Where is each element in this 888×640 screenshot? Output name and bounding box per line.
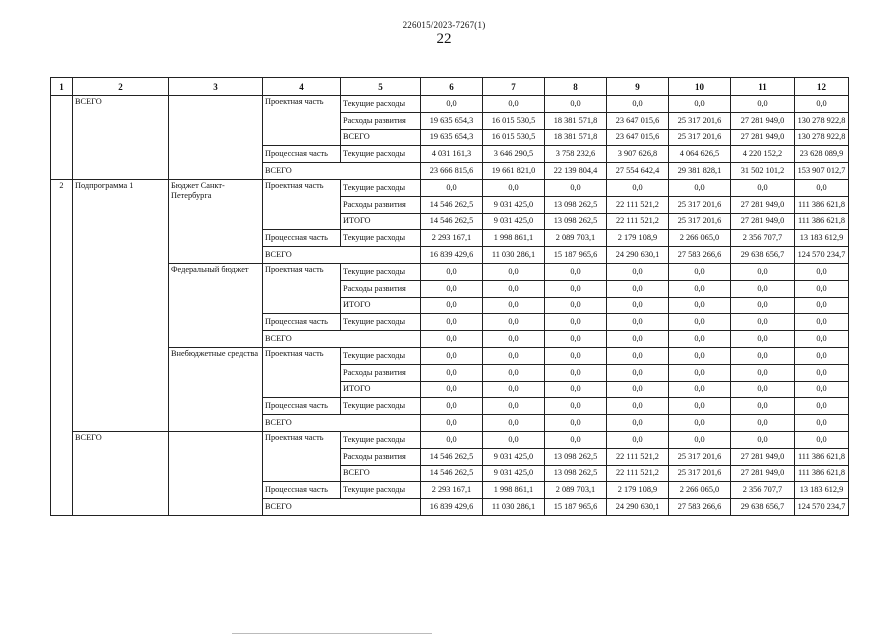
value-cell: 0,0 — [795, 415, 849, 432]
value-cell: 0,0 — [545, 179, 607, 196]
value-cell: 0,0 — [669, 331, 731, 348]
expense-type-cell: ИТОГО — [341, 297, 421, 314]
expense-type-cell: Текущие расходы — [341, 96, 421, 113]
part-cell: Проектная часть — [263, 347, 341, 397]
value-cell: 25 317 201,6 — [669, 448, 731, 465]
value-cell: 25 317 201,6 — [669, 465, 731, 482]
expense-type-cell: Текущие расходы — [341, 146, 421, 163]
column-header: 12 — [795, 78, 849, 96]
expense-type-cell: Текущие расходы — [341, 347, 421, 364]
budget-table — [50, 77, 849, 516]
value-cell: 27 554 642,4 — [607, 163, 669, 180]
value-cell: 0,0 — [669, 280, 731, 297]
table-row — [51, 263, 849, 280]
total-label-cell: ВСЕГО — [263, 163, 421, 180]
value-cell: 0,0 — [483, 415, 545, 432]
value-cell: 16 015 530,5 — [483, 129, 545, 146]
value-cell: 0,0 — [607, 431, 669, 448]
value-cell: 0,0 — [421, 431, 483, 448]
value-cell: 124 570 234,7 — [795, 247, 849, 264]
value-cell: 2 356 707,7 — [731, 230, 795, 247]
value-cell: 153 907 012,7 — [795, 163, 849, 180]
column-header: 2 — [73, 78, 169, 96]
value-cell: 15 187 965,6 — [545, 247, 607, 264]
value-cell: 0,0 — [421, 179, 483, 196]
expense-type-cell: ИТОГО — [341, 213, 421, 230]
value-cell: 0,0 — [545, 297, 607, 314]
funding-source-cell — [169, 96, 263, 180]
total-label-cell: ВСЕГО — [263, 499, 421, 516]
document-header — [0, 20, 888, 47]
value-cell: 25 317 201,6 — [669, 213, 731, 230]
value-cell: 0,0 — [545, 280, 607, 297]
value-cell: 2 266 065,0 — [669, 482, 731, 499]
part-cell: Проектная часть — [263, 431, 341, 481]
value-cell: 2 293 167,1 — [421, 230, 483, 247]
value-cell: 111 386 621,8 — [795, 213, 849, 230]
value-cell: 0,0 — [545, 364, 607, 381]
column-header: 11 — [731, 78, 795, 96]
program-cell: ВСЕГО — [73, 431, 169, 515]
value-cell: 19 661 821,0 — [483, 163, 545, 180]
value-cell: 0,0 — [669, 364, 731, 381]
value-cell: 0,0 — [421, 331, 483, 348]
value-cell: 24 290 630,1 — [607, 247, 669, 264]
value-cell: 2 089 703,1 — [545, 482, 607, 499]
value-cell: 4 031 161,3 — [421, 146, 483, 163]
value-cell: 0,0 — [607, 381, 669, 398]
value-cell: 13 098 262,5 — [545, 465, 607, 482]
value-cell: 27 281 949,0 — [731, 129, 795, 146]
funding-source-cell: Бюджет Санкт-Петербурга — [169, 179, 263, 263]
table-row — [51, 347, 849, 364]
value-cell: 22 111 521,2 — [607, 213, 669, 230]
value-cell: 0,0 — [607, 263, 669, 280]
value-cell: 25 317 201,6 — [669, 196, 731, 213]
value-cell: 0,0 — [731, 331, 795, 348]
column-header: 9 — [607, 78, 669, 96]
value-cell: 0,0 — [795, 431, 849, 448]
value-cell: 13 098 262,5 — [545, 213, 607, 230]
expense-type-cell: Текущие расходы — [341, 179, 421, 196]
total-label-cell: ВСЕГО — [263, 247, 421, 264]
expense-type-cell: Расходы развития — [341, 364, 421, 381]
value-cell: 31 502 101,2 — [731, 163, 795, 180]
value-cell: 22 111 521,2 — [607, 448, 669, 465]
value-cell: 0,0 — [607, 280, 669, 297]
value-cell: 0,0 — [421, 314, 483, 331]
value-cell: 14 546 262,5 — [421, 448, 483, 465]
value-cell: 124 570 234,7 — [795, 499, 849, 516]
value-cell: 0,0 — [421, 347, 483, 364]
value-cell: 4 064 626,5 — [669, 146, 731, 163]
value-cell: 0,0 — [421, 364, 483, 381]
value-cell: 0,0 — [731, 297, 795, 314]
value-cell: 0,0 — [421, 297, 483, 314]
value-cell: 0,0 — [795, 280, 849, 297]
value-cell: 3 646 290,5 — [483, 146, 545, 163]
value-cell: 0,0 — [483, 263, 545, 280]
value-cell: 0,0 — [795, 381, 849, 398]
part-cell: Проектная часть — [263, 179, 341, 229]
table-row — [51, 431, 849, 448]
value-cell: 0,0 — [795, 331, 849, 348]
value-cell: 3 907 626,8 — [607, 146, 669, 163]
part-cell: Процессная часть — [263, 146, 341, 163]
value-cell: 0,0 — [421, 415, 483, 432]
value-cell: 0,0 — [795, 96, 849, 113]
part-cell: Проектная часть — [263, 96, 341, 146]
value-cell: 0,0 — [545, 431, 607, 448]
table-row — [51, 179, 849, 196]
value-cell: 0,0 — [731, 263, 795, 280]
value-cell: 0,0 — [545, 331, 607, 348]
value-cell: 2 266 065,0 — [669, 230, 731, 247]
value-cell: 0,0 — [545, 263, 607, 280]
value-cell: 111 386 621,8 — [795, 448, 849, 465]
value-cell: 0,0 — [483, 381, 545, 398]
value-cell: 16 839 429,6 — [421, 499, 483, 516]
part-cell: Процессная часть — [263, 230, 341, 247]
expense-type-cell: Текущие расходы — [341, 314, 421, 331]
part-cell: Проектная часть — [263, 263, 341, 313]
value-cell: 18 381 571,8 — [545, 129, 607, 146]
value-cell: 29 638 656,7 — [731, 247, 795, 264]
value-cell: 0,0 — [545, 314, 607, 331]
funding-source-cell — [169, 431, 263, 515]
value-cell: 0,0 — [483, 331, 545, 348]
value-cell: 11 030 286,1 — [483, 247, 545, 264]
value-cell: 27 281 949,0 — [731, 448, 795, 465]
value-cell: 22 111 521,2 — [607, 196, 669, 213]
value-cell: 24 290 630,1 — [607, 499, 669, 516]
value-cell: 9 031 425,0 — [483, 465, 545, 482]
value-cell: 25 317 201,6 — [669, 112, 731, 129]
value-cell: 0,0 — [731, 431, 795, 448]
total-label-cell: ВСЕГО — [263, 415, 421, 432]
value-cell: 14 546 262,5 — [421, 213, 483, 230]
part-cell: Процессная часть — [263, 314, 341, 331]
column-header: 4 — [263, 78, 341, 96]
value-cell: 0,0 — [483, 431, 545, 448]
value-cell: 0,0 — [483, 347, 545, 364]
value-cell: 0,0 — [607, 398, 669, 415]
value-cell: 0,0 — [731, 415, 795, 432]
table-row — [51, 96, 849, 113]
value-cell: 27 583 266,6 — [669, 499, 731, 516]
column-number-row — [51, 78, 849, 96]
value-cell: 1 998 861,1 — [483, 482, 545, 499]
value-cell: 0,0 — [669, 263, 731, 280]
value-cell: 0,0 — [607, 96, 669, 113]
value-cell: 0,0 — [421, 398, 483, 415]
value-cell: 9 031 425,0 — [483, 196, 545, 213]
value-cell: 9 031 425,0 — [483, 213, 545, 230]
value-cell: 0,0 — [607, 347, 669, 364]
value-cell: 0,0 — [795, 364, 849, 381]
expense-type-cell: ВСЕГО — [341, 465, 421, 482]
value-cell: 0,0 — [421, 381, 483, 398]
value-cell: 19 635 654,3 — [421, 112, 483, 129]
value-cell: 22 111 521,2 — [607, 465, 669, 482]
value-cell: 111 386 621,8 — [795, 465, 849, 482]
expense-type-cell: Расходы развития — [341, 196, 421, 213]
value-cell: 14 546 262,5 — [421, 196, 483, 213]
value-cell: 16 839 429,6 — [421, 247, 483, 264]
value-cell: 0,0 — [545, 347, 607, 364]
value-cell: 27 281 949,0 — [731, 213, 795, 230]
column-header: 10 — [669, 78, 731, 96]
value-cell: 0,0 — [731, 364, 795, 381]
value-cell: 29 638 656,7 — [731, 499, 795, 516]
value-cell: 0,0 — [483, 398, 545, 415]
value-cell: 23 666 815,6 — [421, 163, 483, 180]
value-cell: 0,0 — [483, 297, 545, 314]
document-number: 226015/2023-7267(1) — [402, 20, 486, 30]
expense-type-cell: Текущие расходы — [341, 230, 421, 247]
value-cell: 0,0 — [607, 331, 669, 348]
expense-type-cell: ИТОГО — [341, 381, 421, 398]
value-cell: 29 381 828,1 — [669, 163, 731, 180]
column-header: 6 — [421, 78, 483, 96]
expense-type-cell: Расходы развития — [341, 112, 421, 129]
value-cell: 0,0 — [421, 263, 483, 280]
value-cell: 0,0 — [483, 364, 545, 381]
value-cell: 0,0 — [669, 314, 731, 331]
value-cell: 2 179 108,9 — [607, 230, 669, 247]
value-cell: 0,0 — [669, 297, 731, 314]
part-cell: Процессная часть — [263, 398, 341, 415]
value-cell: 0,0 — [545, 415, 607, 432]
expense-type-cell: Расходы развития — [341, 448, 421, 465]
value-cell: 0,0 — [669, 381, 731, 398]
value-cell: 0,0 — [607, 314, 669, 331]
value-cell: 14 546 262,5 — [421, 465, 483, 482]
value-cell: 0,0 — [607, 415, 669, 432]
value-cell: 0,0 — [731, 280, 795, 297]
value-cell: 27 281 949,0 — [731, 196, 795, 213]
value-cell: 0,0 — [795, 263, 849, 280]
value-cell: 2 179 108,9 — [607, 482, 669, 499]
value-cell: 0,0 — [795, 398, 849, 415]
column-header: 8 — [545, 78, 607, 96]
value-cell: 0,0 — [731, 96, 795, 113]
value-cell: 16 015 530,5 — [483, 112, 545, 129]
value-cell: 3 758 232,6 — [545, 146, 607, 163]
value-cell: 23 628 089,9 — [795, 146, 849, 163]
value-cell: 0,0 — [795, 297, 849, 314]
value-cell: 0,0 — [545, 381, 607, 398]
row-index-cell — [51, 96, 73, 180]
value-cell: 130 278 922,8 — [795, 112, 849, 129]
value-cell: 111 386 621,8 — [795, 196, 849, 213]
value-cell: 27 281 949,0 — [731, 465, 795, 482]
value-cell: 0,0 — [795, 347, 849, 364]
value-cell: 2 089 703,1 — [545, 230, 607, 247]
value-cell: 130 278 922,8 — [795, 129, 849, 146]
value-cell: 13 098 262,5 — [545, 448, 607, 465]
value-cell: 27 583 266,6 — [669, 247, 731, 264]
funding-source-cell: Федеральный бюджет — [169, 263, 263, 347]
total-label-cell: ВСЕГО — [263, 331, 421, 348]
value-cell: 0,0 — [731, 347, 795, 364]
program-cell: ВСЕГО — [73, 96, 169, 180]
value-cell: 1 998 861,1 — [483, 230, 545, 247]
value-cell: 25 317 201,6 — [669, 129, 731, 146]
part-cell: Процессная часть — [263, 482, 341, 499]
value-cell: 11 030 286,1 — [483, 499, 545, 516]
value-cell: 0,0 — [483, 314, 545, 331]
value-cell: 0,0 — [545, 96, 607, 113]
value-cell: 13 183 612,9 — [795, 482, 849, 499]
program-cell: Подпрограмма 1 — [73, 179, 169, 431]
page-number: 22 — [436, 31, 452, 47]
column-header: 7 — [483, 78, 545, 96]
value-cell: 2 293 167,1 — [421, 482, 483, 499]
expense-type-cell: Текущие расходы — [341, 431, 421, 448]
value-cell: 0,0 — [483, 280, 545, 297]
expense-type-cell: ВСЕГО — [341, 129, 421, 146]
row-index-cell: 2 — [51, 179, 73, 515]
value-cell: 9 031 425,0 — [483, 448, 545, 465]
value-cell: 13 098 262,5 — [545, 196, 607, 213]
value-cell: 2 356 707,7 — [731, 482, 795, 499]
expense-type-cell: Текущие расходы — [341, 482, 421, 499]
value-cell: 0,0 — [545, 398, 607, 415]
value-cell: 22 139 804,4 — [545, 163, 607, 180]
value-cell: 0,0 — [607, 364, 669, 381]
value-cell: 0,0 — [669, 398, 731, 415]
column-header: 3 — [169, 78, 263, 96]
value-cell: 0,0 — [795, 179, 849, 196]
value-cell: 0,0 — [669, 347, 731, 364]
value-cell: 0,0 — [669, 96, 731, 113]
value-cell: 0,0 — [731, 398, 795, 415]
value-cell: 0,0 — [731, 314, 795, 331]
value-cell: 0,0 — [607, 297, 669, 314]
value-cell: 0,0 — [669, 179, 731, 196]
value-cell: 0,0 — [607, 179, 669, 196]
value-cell: 0,0 — [421, 280, 483, 297]
value-cell: 23 647 015,6 — [607, 112, 669, 129]
value-cell: 0,0 — [483, 179, 545, 196]
value-cell: 0,0 — [421, 96, 483, 113]
scan-line — [232, 633, 432, 634]
expense-type-cell: Текущие расходы — [341, 263, 421, 280]
value-cell: 0,0 — [731, 179, 795, 196]
column-header: 5 — [341, 78, 421, 96]
value-cell: 23 647 015,6 — [607, 129, 669, 146]
value-cell: 13 183 612,9 — [795, 230, 849, 247]
value-cell: 15 187 965,6 — [545, 499, 607, 516]
value-cell: 4 220 152,2 — [731, 146, 795, 163]
funding-source-cell: Внебюджетные средства — [169, 347, 263, 431]
value-cell: 0,0 — [669, 431, 731, 448]
value-cell: 0,0 — [669, 415, 731, 432]
value-cell: 18 381 571,8 — [545, 112, 607, 129]
expense-type-cell: Расходы развития — [341, 280, 421, 297]
value-cell: 0,0 — [795, 314, 849, 331]
expense-type-cell: Текущие расходы — [341, 398, 421, 415]
value-cell: 19 635 654,3 — [421, 129, 483, 146]
value-cell: 27 281 949,0 — [731, 112, 795, 129]
value-cell: 0,0 — [483, 96, 545, 113]
value-cell: 0,0 — [731, 381, 795, 398]
column-header: 1 — [51, 78, 73, 96]
